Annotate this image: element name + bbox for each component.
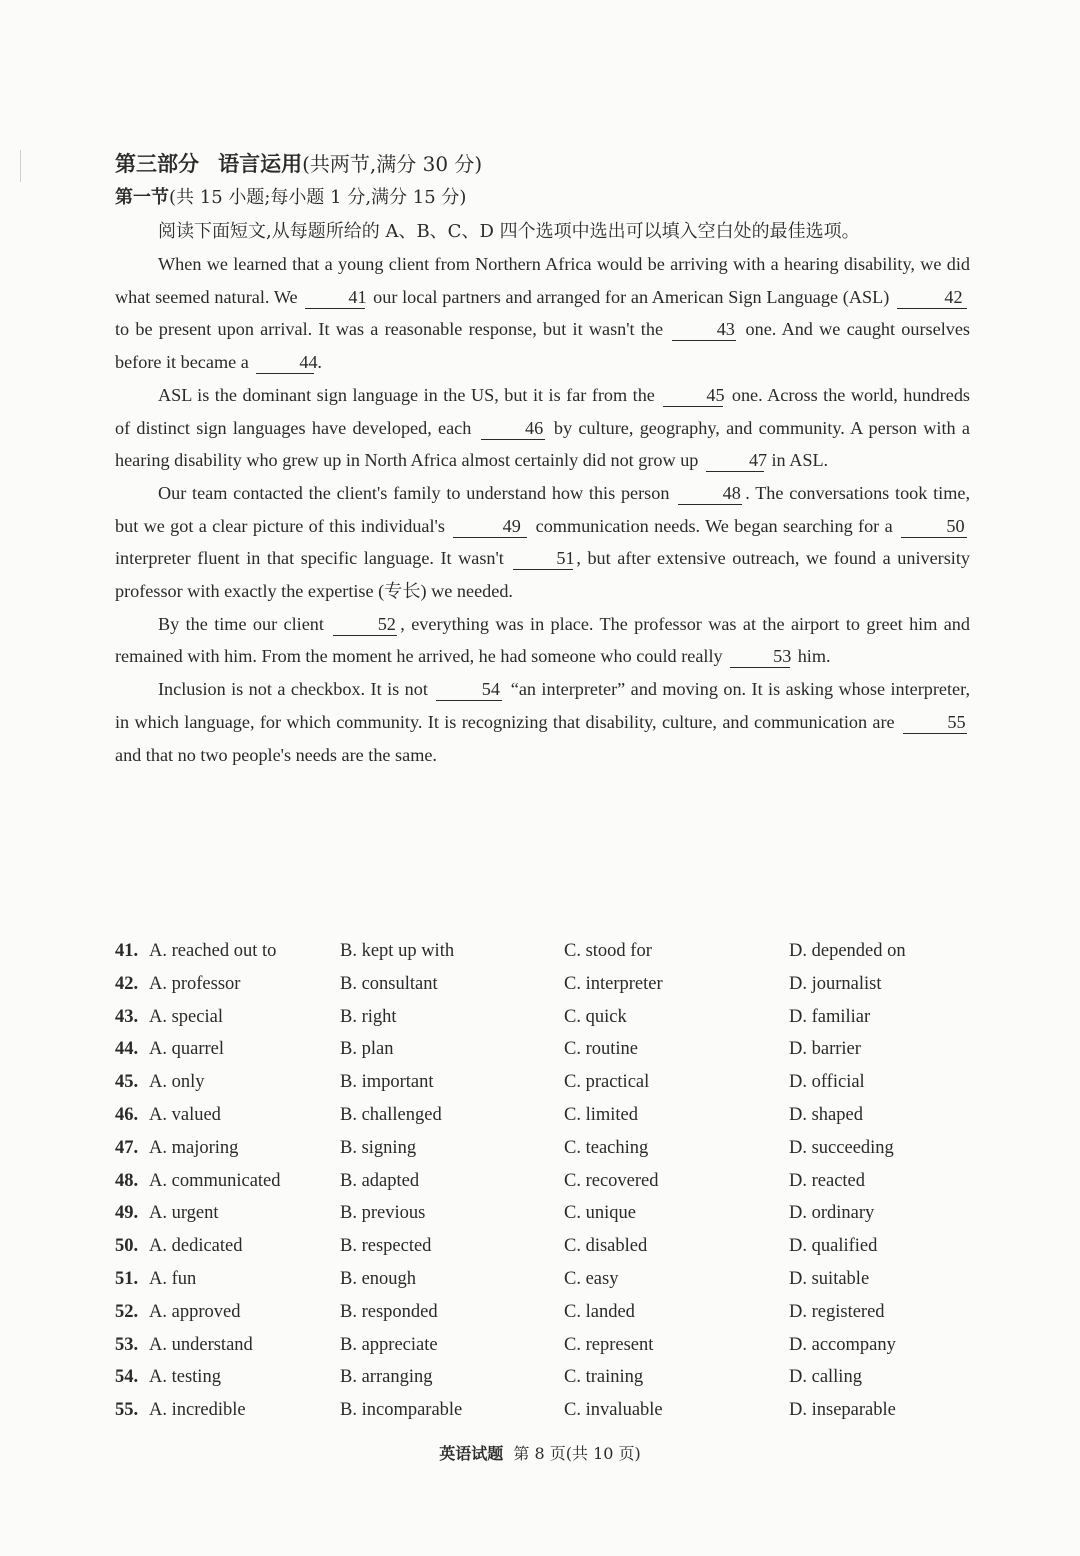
option-c: C. practical [564,1072,650,1093]
question-row [115,1066,970,1099]
option-a: A. special [149,1006,223,1027]
option-b: B. appreciate [340,1334,438,1355]
option-c: C. limited [564,1104,638,1125]
option-c: C. easy [564,1268,619,1289]
option-a: A. professor [149,973,241,994]
question-row [115,1099,970,1132]
question-row [115,1132,970,1165]
blank-52: 52 [333,613,397,636]
option-b: B. consultant [340,973,438,994]
blank-50: 50 [901,515,967,538]
passage-text: to be present upon arrival. It was a reasonable response, but it wasn't the [115,319,664,340]
option-b: B. plan [340,1039,394,1060]
option-c: C. interpreter [564,973,663,994]
blank-45: 45 [663,384,723,407]
question-row [115,1263,970,1296]
option-d: D. familiar [789,1006,871,1027]
option-c: C. invaluable [564,1400,663,1421]
passage-text: Inclusion is not a checkbox. It is not [158,679,428,700]
part-title: 第一节 [115,187,169,208]
passage-text: “an interpreter” and moving on. It is asking whose interpreter, in which language, for which community. It is recognizing that disability, culture, and communication are [115,679,970,732]
option-d: D. accompany [789,1334,896,1355]
option-c: C. unique [564,1203,636,1224]
option-c: C. stood for [564,941,652,961]
option-a: A. testing [149,1367,221,1388]
page-footer [0,1441,1080,1464]
option-d: D. calling [789,1367,862,1388]
question-number: 46. [115,1104,139,1125]
question-number: 41. [115,941,139,961]
passage-text: When we learned that a young client from Northern Africa would be arriving with a hearing disability, we did what seemed natural. We [115,254,970,307]
blank-48: 48 [678,482,742,505]
passage-text: , everything was in place. The professor was at the airport to greet him and remained with him. From the moment he arrived, he had someone who could really [115,613,970,667]
footer-page-number: 第 8 页(共 10 页) [513,1444,641,1463]
scan-margin-mark [20,150,21,182]
option-d: D. journalist [789,973,882,994]
option-d: D. registered [789,1301,885,1322]
question-row [115,1296,970,1329]
blank-42: 42 [897,286,967,309]
question-number: 49. [115,1203,139,1224]
passage-text: in ASL. [771,450,829,471]
option-a: A. valued [149,1104,221,1125]
blank-54: 54 [436,678,502,701]
question-number: 42. [115,973,139,994]
option-b: B. incomparable [340,1400,463,1421]
question-row [115,1361,970,1394]
question-number: 45. [115,1072,139,1093]
option-b: B. responded [340,1301,438,1322]
section-subtitle: 语言运用 [218,151,303,176]
question-row [115,1033,970,1066]
option-a: A. communicated [149,1170,281,1191]
passage-text: Our team contacted the client's family to understand how this person [158,482,670,503]
option-d: D. barrier [789,1039,861,1060]
passage-text: and that no two people's needs are the same. [115,744,437,765]
question-row [115,1001,970,1034]
paragraph-3 [115,477,970,608]
option-a: A. approved [149,1301,241,1322]
option-d: D. official [789,1072,865,1093]
question-row [115,1394,970,1427]
part-note: (共 15 小题;每小题 1 分,满分 15 分) [169,187,467,208]
option-c: C. routine [564,1039,638,1060]
option-b: B. challenged [340,1104,442,1125]
option-d: D. ordinary [789,1203,875,1224]
blank-49: 49 [453,515,527,538]
option-c: C. disabled [564,1236,648,1257]
option-c: C. landed [564,1301,635,1322]
cloze-passage [115,248,970,771]
option-a: A. fun [149,1268,197,1289]
question-number: 55. [115,1400,139,1421]
question-number: 43. [115,1006,139,1027]
blank-44: 44 [256,351,314,374]
option-b: B. enough [340,1268,417,1289]
blank-47: 47 [706,449,764,472]
option-b: B. signing [340,1137,417,1158]
paragraph-5 [115,673,970,771]
option-a: A. urgent [149,1203,219,1224]
question-row [115,1329,970,1362]
passage-text: communication needs. We began searching for a [535,515,893,536]
paragraph-2 [115,379,970,477]
option-b: B. important [340,1072,434,1093]
option-a: A. dedicated [149,1236,243,1257]
footer-subject: 英语试题 [439,1444,504,1463]
paragraph-4 [115,608,970,673]
option-d: D. depended on [789,941,906,961]
question-row [115,1197,970,1230]
passage-text: our local partners and arranged for an American Sign Language (ASL) [373,286,890,307]
question-row [115,1230,970,1263]
paragraph-1 [115,248,970,379]
passage-text: ASL is the dominant sign language in the US, but it is far from the [158,384,655,405]
option-c: C. recovered [564,1170,659,1191]
option-d: D. reacted [789,1170,866,1191]
options-list [115,935,970,1427]
passage-text: . [317,352,322,373]
option-d: D. inseparable [789,1400,896,1421]
passage-text: . The conversations took time, but we got a clear picture of this individual's [115,482,970,536]
option-d: D. shaped [789,1104,863,1125]
blank-41: 41 [305,286,365,309]
question-row [115,968,970,1001]
option-c: C. training [564,1367,644,1388]
question-number: 51. [115,1268,139,1289]
option-a: A. majoring [149,1137,239,1158]
question-number: 47. [115,1137,139,1158]
question-row [115,1165,970,1198]
option-a: A. reached out to [149,941,277,961]
option-a: A. quarrel [149,1039,224,1060]
question-number: 52. [115,1301,139,1322]
option-b: B. kept up with [340,941,455,961]
option-a: A. only [149,1072,205,1093]
option-b: B. respected [340,1236,432,1257]
section-note: (共两节,满分 30 分) [302,152,483,176]
passage-text: him. [797,646,831,667]
question-number: 53. [115,1334,139,1355]
option-b: B. previous [340,1203,426,1224]
section-heading [115,150,482,178]
passage-text: , but after extensive outreach, we found a university professor with exactly the expertise (专长) we needed. [115,548,970,602]
option-d: D. succeeding [789,1137,894,1158]
question-row [115,935,970,968]
question-number: 44. [115,1039,139,1060]
option-b: B. arranging [340,1367,433,1388]
blank-55: 55 [903,711,967,734]
passage-text: one. And we caught ourselves before it became a [115,319,970,373]
part-heading [115,184,466,212]
blank-51: 51 [513,547,573,570]
option-a: A. understand [149,1334,253,1355]
option-c: C. quick [564,1006,627,1027]
passage-text: By the time our client [158,613,324,634]
passage-text: interpreter fluent in that specific language. It wasn't [115,548,504,569]
option-c: C. teaching [564,1137,649,1158]
question-number: 54. [115,1367,139,1388]
question-number: 50. [115,1236,139,1257]
question-number: 48. [115,1170,139,1191]
blank-46: 46 [481,417,545,440]
section-title: 第三部分 [115,151,199,176]
blank-53: 53 [730,645,790,668]
option-b: B. right [340,1006,397,1027]
passage-text: by culture, geography, and community. A person with a hearing disability who grew up in North Africa almost certainly did not grow up [115,417,970,471]
option-b: B. adapted [340,1170,420,1191]
option-a: A. incredible [149,1400,246,1421]
blank-43: 43 [672,318,736,341]
instruction: 阅读下面短文,从每题所给的 A、B、C、D 四个选项中选出可以填入空白处的最佳选项。 [158,221,860,242]
option-c: C. represent [564,1334,654,1355]
option-d: D. suitable [789,1268,870,1289]
option-d: D. qualified [789,1236,878,1257]
passage-text: one. Across the world, hundreds of distinct sign languages have developed, each [115,384,970,438]
